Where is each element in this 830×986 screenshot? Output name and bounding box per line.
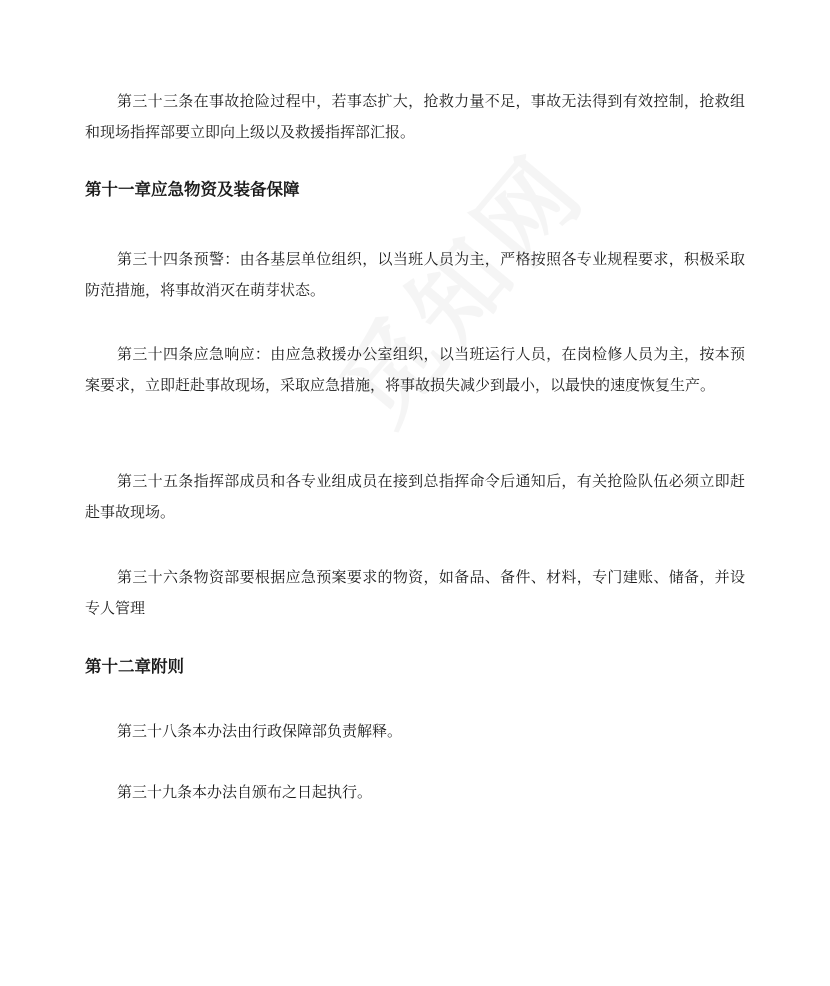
chapter-12-heading: 第十二章附则 <box>85 657 184 676</box>
article-33: 第三十三条在事故抢险过程中，若事态扩大，抢救力量不足，事故无法得到有效控制，抢救组和现场指挥部要立即向上级以及救援指挥部汇报。 <box>85 92 745 141</box>
article-34-warning: 第三十四条预警：由各基层单位组织，以当班人员为主，严格按照各专业规程要求，积极采取防范措施，将事故消灭在萌芽状态。 <box>85 250 745 299</box>
chapter-11-heading: 第十一章应急物资及装备保障 <box>85 180 300 199</box>
article-36: 第三十六条物资部要根据应急预案要求的物资，如备品、备件、材料，专门建账、储备，并设专人管理 <box>85 568 745 617</box>
article-34-response: 第三十四条应急响应：由应急救援办公室组织，以当班运行人员，在岗检修人员为主，按本预案要求，立即赶赴事故现场，采取应急措施，将事故损失减少到最小，以最快的速度恢复生产。 <box>85 345 745 394</box>
article-39: 第三十九条本办法自颁布之日起执行。 <box>117 783 373 801</box>
article-38: 第三十八条本办法由行政保障部负责解释。 <box>117 722 403 740</box>
article-35: 第三十五条指挥部成员和各专业组成员在接到总指挥命令后通知后，有关抢险队伍必须立即赶赴事故现场。 <box>85 472 745 521</box>
